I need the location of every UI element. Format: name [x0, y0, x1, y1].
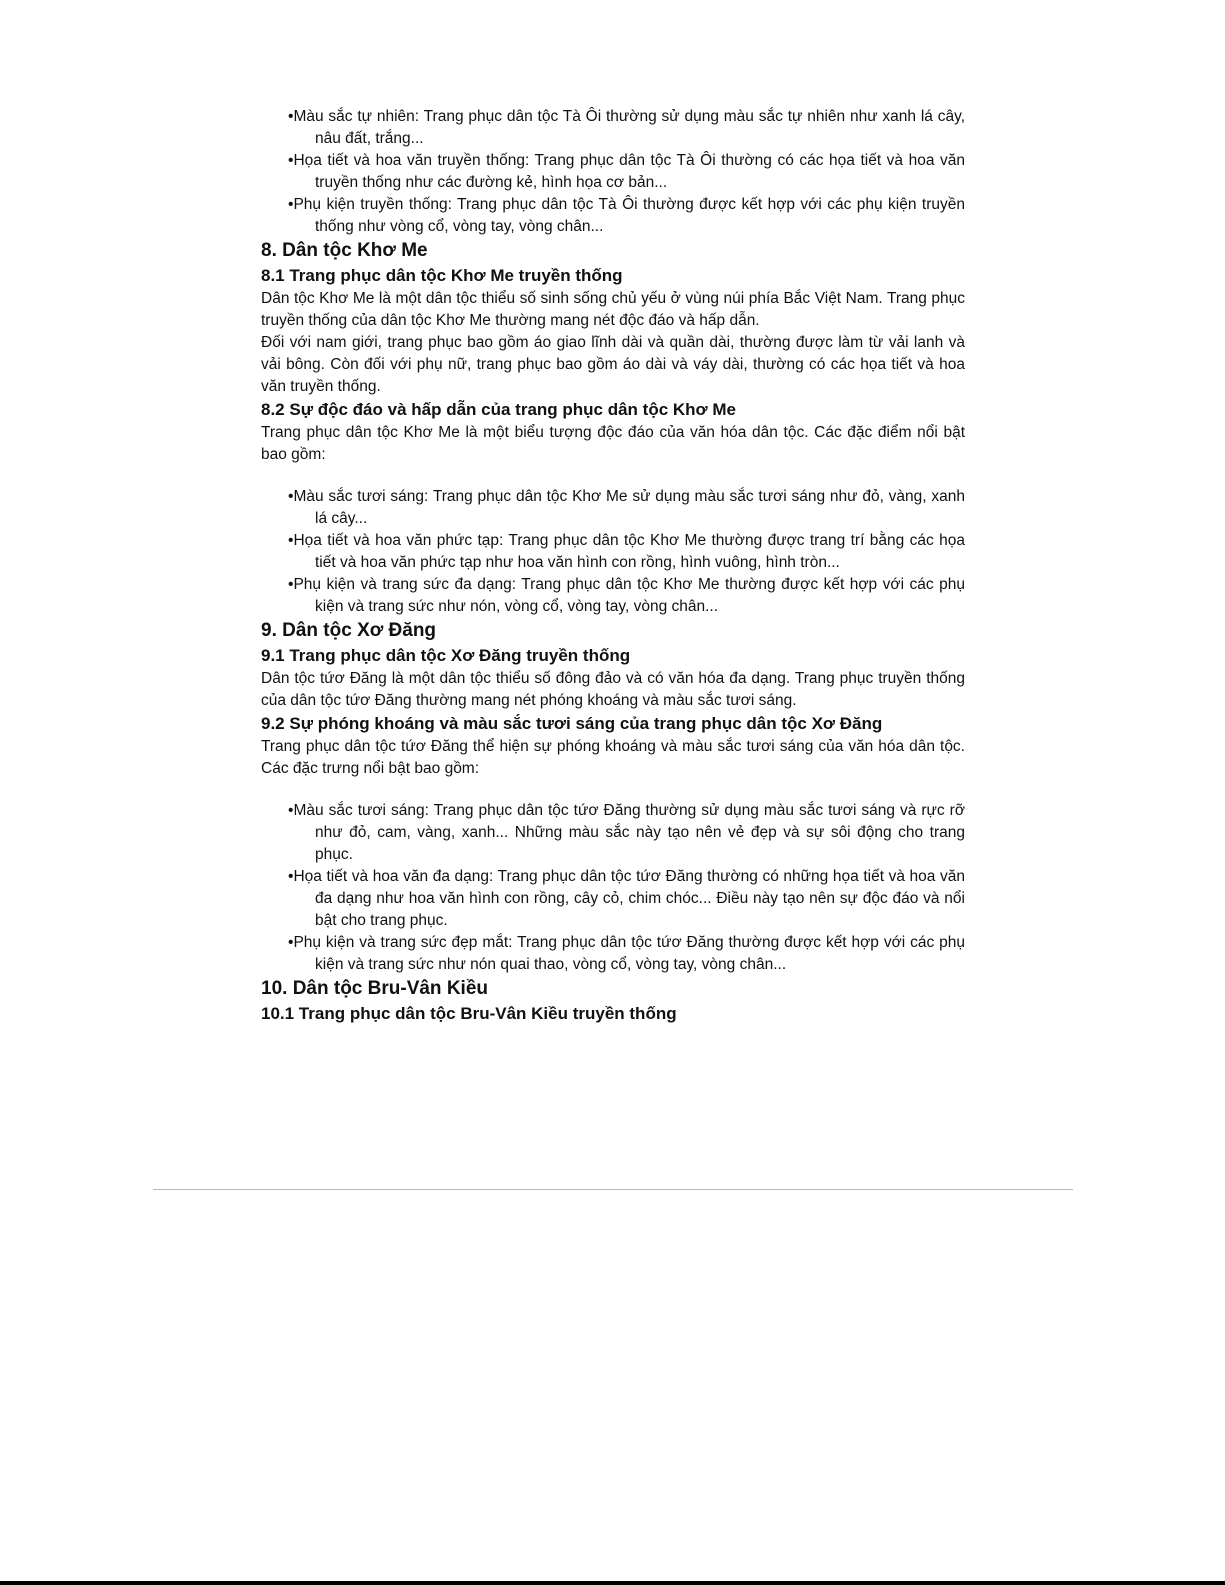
bullet-icon: • — [288, 152, 294, 169]
paragraph: Trang phục dân tộc tứơ Đăng thể hiện sự phóng khoáng và màu sắc tươi sáng của văn hóa dân tộc. Các đặc trưng nổi bật bao gồm: — [261, 738, 965, 777]
spacer — [261, 466, 965, 486]
section-10-heading: 10. Dân tộc Bru-Vân Kiều — [261, 978, 488, 999]
section-10-1-heading: 10.1 Trang phục dân tộc Bru-Vân Kiều truyền thống — [261, 1004, 677, 1023]
list-item-text: Màu sắc tươi sáng: Trang phục dân tộc Khơ Me sử dụng màu sắc tươi sáng như đỏ, vàng, xanh lá cây... — [293, 488, 965, 527]
bullet-icon: • — [288, 802, 294, 819]
list-item — [261, 866, 965, 932]
list-item-text: Màu sắc tươi sáng: Trang phục dân tộc tứơ Đăng thường sử dụng màu sắc tươi sáng và rực rỡ như đỏ, cam, vàng, xanh... Những màu sắc này tạo nên vẻ đẹp và sự sôi động cho trang phục. — [293, 802, 965, 863]
list-item-text: Họa tiết và hoa văn truyền thống: Trang phục dân tộc Tà Ôi thường có các họa tiết và hoa văn truyền thống như các đường kẻ, hình họa cơ bản... — [293, 152, 965, 191]
bullet-icon: • — [288, 532, 294, 549]
list-item-text: Họa tiết và hoa văn phức tạp: Trang phục dân tộc Khơ Me thường được trang trí bằng các họa tiết và hoa văn phức tạp như hoa văn hình con rồng, hình vuông, hình tròn... — [293, 532, 965, 571]
list-item-text: Phụ kiện truyền thống: Trang phục dân tộc Tà Ôi thường được kết hợp với các phụ kiện truyền thống như vòng cổ, vòng tay, vòng chân... — [293, 196, 965, 235]
paragraph: Đối với nam giới, trang phục bao gồm áo giao lĩnh dài và quần dài, thường được làm từ vải lanh và vải bông. Còn đối với phụ nữ, trang phục bao gồm áo dài và váy dài, thường có các họa tiết và hoa văn truyền thống. — [261, 334, 965, 395]
list-item-text: Họa tiết và hoa văn đa dạng: Trang phục dân tộc tứơ Đăng thường có những họa tiết và hoa văn đa dạng như hoa văn hình con rồng, cây cỏ, chim chóc... Điều này tạo nên sự độc đáo và nổi bật cho trang phục. — [293, 868, 965, 929]
list-item — [261, 106, 965, 150]
khome-bullet-list — [261, 486, 965, 618]
section-9-heading: 9. Dân tộc Xơ Đăng — [261, 620, 437, 641]
xodang-bullet-list — [261, 800, 965, 976]
ta-oi-bullet-list — [261, 106, 965, 238]
paragraph: Trang phục dân tộc Khơ Me là một biểu tượng độc đáo của văn hóa dân tộc. Các đặc điểm nổi bật bao gồm: — [261, 424, 965, 463]
list-item — [261, 530, 965, 574]
section-8-2-heading: 8.2 Sự độc đáo và hấp dẫn của trang phục dân tộc Khơ Me — [261, 400, 736, 419]
section-9-1-heading: 9.1 Trang phục dân tộc Xơ Đăng truyền thống — [261, 646, 631, 665]
bullet-icon: • — [288, 108, 294, 125]
bullet-icon: • — [288, 196, 294, 213]
spacer — [261, 780, 965, 800]
bullet-icon: • — [288, 934, 294, 951]
page-divider — [153, 1189, 1073, 1190]
bullet-icon: • — [288, 488, 294, 505]
section-9-2-heading: 9.2 Sự phóng khoáng và màu sắc tươi sáng của trang phục dân tộc Xơ Đăng — [261, 714, 883, 733]
list-item-text: Phụ kiện và trang sức đẹp mắt: Trang phục dân tộc tứơ Đăng thường được kết hợp với các phụ kiện và trang sức như nón quai thao, vòng cổ, vòng tay, vòng chân... — [293, 934, 965, 973]
document-page — [261, 106, 965, 1026]
bottom-border — [0, 1581, 1225, 1585]
list-item — [261, 194, 965, 238]
list-item — [261, 486, 965, 530]
paragraph: Dân tộc tứơ Đăng là một dân tộc thiểu số đông đảo và có văn hóa đa dạng. Trang phục truyền thống của dân tộc tứơ Đăng thường mang nét phóng khoáng và màu sắc tươi sáng. — [261, 670, 965, 709]
list-item — [261, 800, 965, 866]
bullet-icon: • — [288, 868, 294, 885]
list-item — [261, 150, 965, 194]
section-8-1-heading: 8.1 Trang phục dân tộc Khơ Me truyền thống — [261, 266, 623, 285]
paragraph: Dân tộc Khơ Me là một dân tộc thiểu số sinh sống chủ yếu ở vùng núi phía Bắc Việt Nam. Trang phục truyền thống của dân tộc Khơ Me thường mang nét độc đáo và hấp dẫn. — [261, 290, 965, 329]
list-item-text: Màu sắc tự nhiên: Trang phục dân tộc Tà Ôi thường sử dụng màu sắc tự nhiên như xanh lá cây, nâu đất, trắng... — [293, 108, 965, 147]
section-8-heading: 8. Dân tộc Khơ Me — [261, 240, 428, 261]
bullet-icon: • — [288, 576, 294, 593]
list-item — [261, 574, 965, 618]
list-item — [261, 932, 965, 976]
list-item-text: Phụ kiện và trang sức đa dạng: Trang phục dân tộc Khơ Me thường được kết hợp với các phụ kiện và trang sức như nón, vòng cổ, vòng tay, vòng chân... — [293, 576, 965, 615]
